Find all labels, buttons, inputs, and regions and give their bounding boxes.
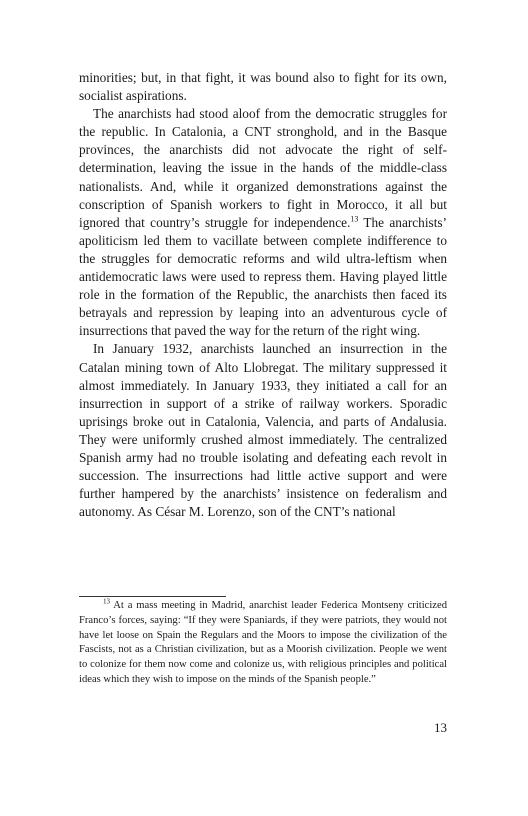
paragraph-2 xyxy=(79,105,447,340)
footnote-text xyxy=(79,599,447,688)
paragraph-1: minorities; but, in that fight, it was bound also to fight for its own, socialist aspirations. xyxy=(79,70,447,104)
footnote-divider xyxy=(79,596,226,597)
footnote xyxy=(79,599,447,688)
page-content xyxy=(79,69,447,521)
paragraph-3: In January 1932, anarchists launched an insurrection in the Catalan mining town of Alto Llobregat. The military suppressed it almost immediately. In January 1933, they initiated a call for an insurrection in support of a strike of railway workers. Sporadic uprisings broke out in Catalonia, Valencia, and parts of Andalusia. They were uniformly crushed almost immediately. The centralized Spanish army had no trouble isolating and defeating each revolt in succession. The insurrections had little active support and were further hampered by the anarchists’ insistence on federalism and autonomy. As César M. Lorenzo, son of the CNT’s national xyxy=(79,341,447,520)
footnote-reference: 13 xyxy=(350,214,359,224)
page-number: 13 xyxy=(434,720,447,735)
footnote-body: At a mass meeting in Madrid, anarchist leader Federica Montseny criticized Franco’s forces, saying: “If they were Spaniards, if they were patriots, they would not have let loose on Spain the Regulars and the Moors to impose the civilization of the Fascists, not as a Christian civilization, but as a Moorish civilization. People we went to colonize for them now come and colonize us, with religious principles and political ideas which they wish to impose on the minds of the Spanish people.” xyxy=(79,600,447,685)
paragraph-2-text-before: The anarchists had stood aloof from the democratic struggles for the republic. In Catalonia, a CNT stronghold, and in the Basque provinces, the anarchists did not advocate the right of self-determination, leaving the issue in the hands of the middle-class nationalists. And, while it organized demonstrations against the conscription of Spanish workers to fight in Morocco, it all but ignored that country’s struggle for independence. xyxy=(79,106,447,230)
body-text xyxy=(79,69,447,521)
footnote-number: 13 xyxy=(103,597,110,606)
paragraph-2-text-after: The anarchists’ apoliticism led them to vacillate between complete indifference to the struggles for democratic reforms and wild ultra-leftism when antidemocratic laws were used to repress them. Having played little role in the formation of the Republic, the anarchists then faced its betrayals and repression by leaping into an adventurous cycle of insurrections that paved the way for the return of the right wing. xyxy=(79,214,447,339)
